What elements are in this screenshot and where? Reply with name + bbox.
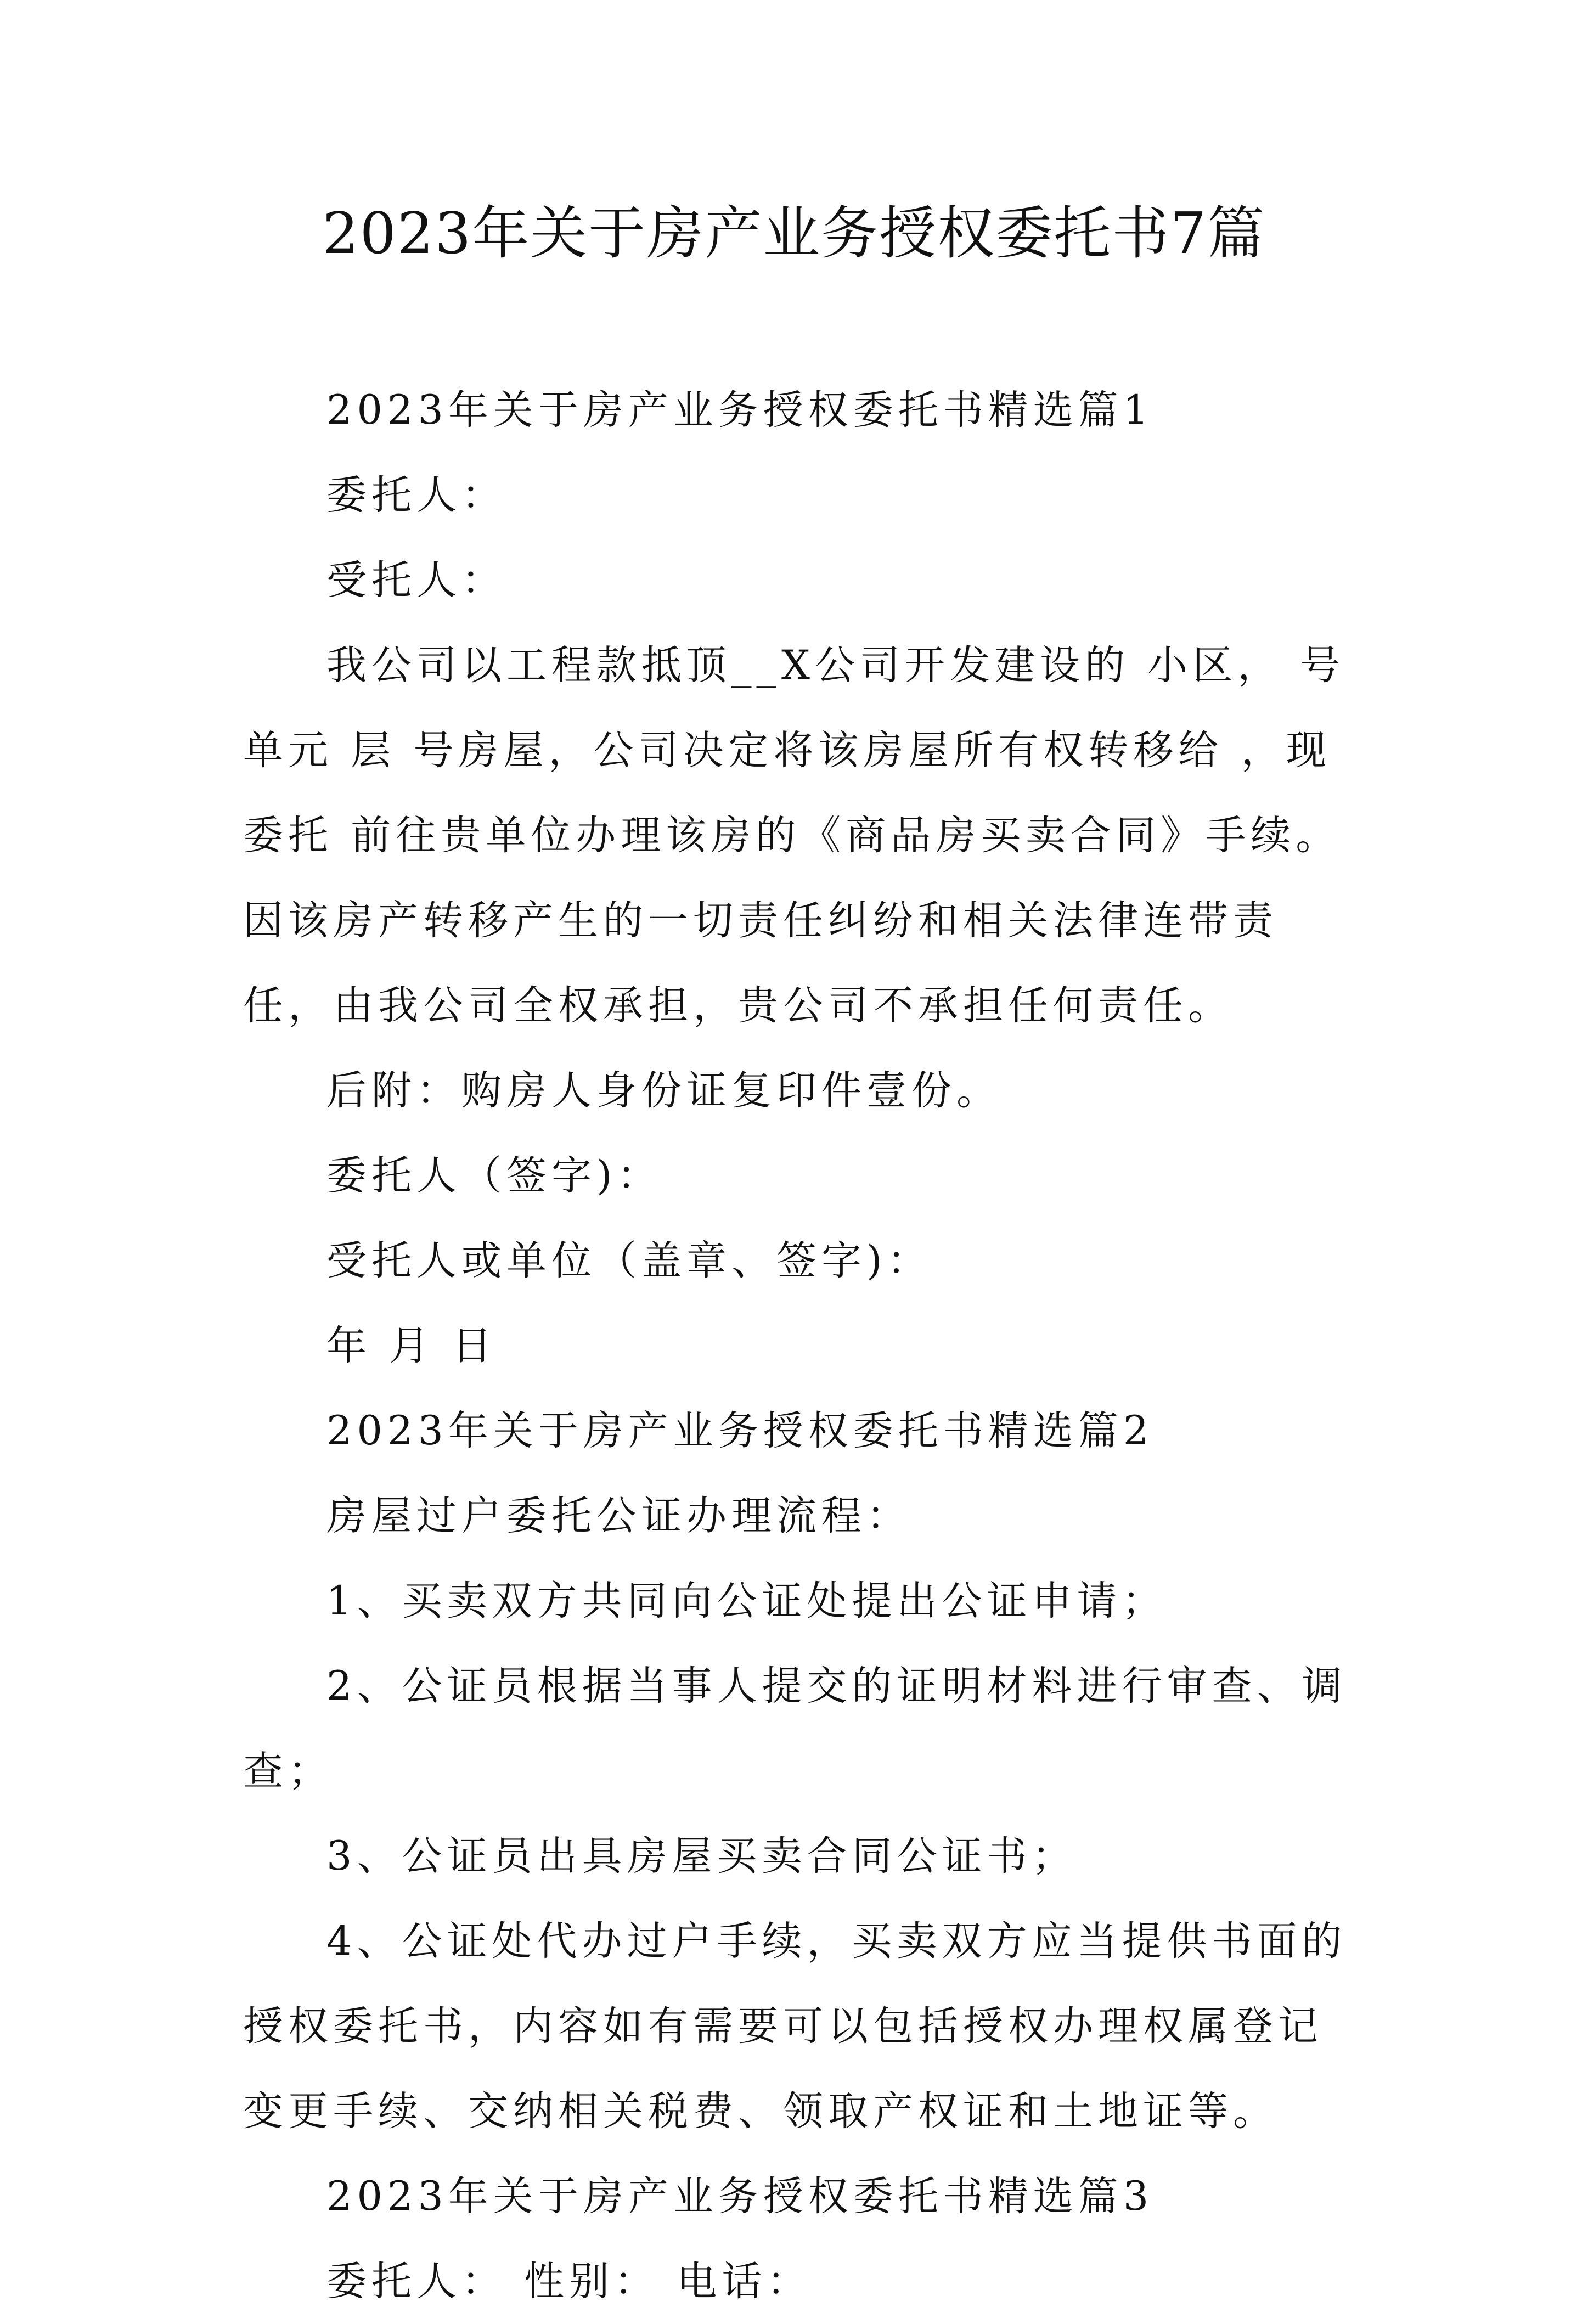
process-step-1: 1、买卖双方共同向公证处提出公证申请； [326,1578,1167,1624]
process-step-2: 2、公证员根据当事人提交的证明材料进行审查、调查； [243,1663,1347,1794]
principal-details-line: 委托人： 性别： 电话： [326,2258,812,2305]
section-2-heading: 2023年关于房产业务授权委托书精选篇2 [326,1408,1154,1454]
attachment-line: 后附：购房人身份证复印件壹份。 [326,1067,1001,1114]
principal-line: 委托人： [326,472,506,519]
agent-signature-line: 受托人或单位（盖章、签字)： [326,1237,932,1284]
process-step-4: 4、公证处代办过户手续，买卖双方应当提供书面的授权委托书，内容如有需要可以包括授权办理权属登记变更手续、交纳相关税费、领取产权证和土地证等。 [243,1918,1347,2135]
agent-line: 受托人： [326,557,506,604]
document-body [243,368,1362,2324]
process-step-3: 3、公证员出具房屋买卖合同公证书； [326,1833,1077,1880]
date-line: 年 月 日 [326,1323,497,1369]
process-heading: 房屋过户委托公证办理流程： [326,1493,911,1539]
document-title: 2023年关于房产业务授权委托书7篇 [322,200,1266,267]
authorization-paragraph: 我公司以工程款抵顶__X公司开发建设的 小区， 号单元 层 号房屋，公司决定将该房屋所有权转移给 ，现委托 前往贵单位办理该房的《商品房买卖合同》手续。因该房产转移产生的一切责任纠纷和相关法律连带责任，由我公司全权承担，贵公司不承担任何责任。 [243,642,1345,1029]
principal-signature-line: 委托人（签字)： [326,1152,662,1199]
section-3-heading: 2023年关于房产业务授权委托书精选篇3 [326,2173,1154,2220]
section-1-heading: 2023年关于房产业务授权委托书精选篇1 [326,387,1154,434]
